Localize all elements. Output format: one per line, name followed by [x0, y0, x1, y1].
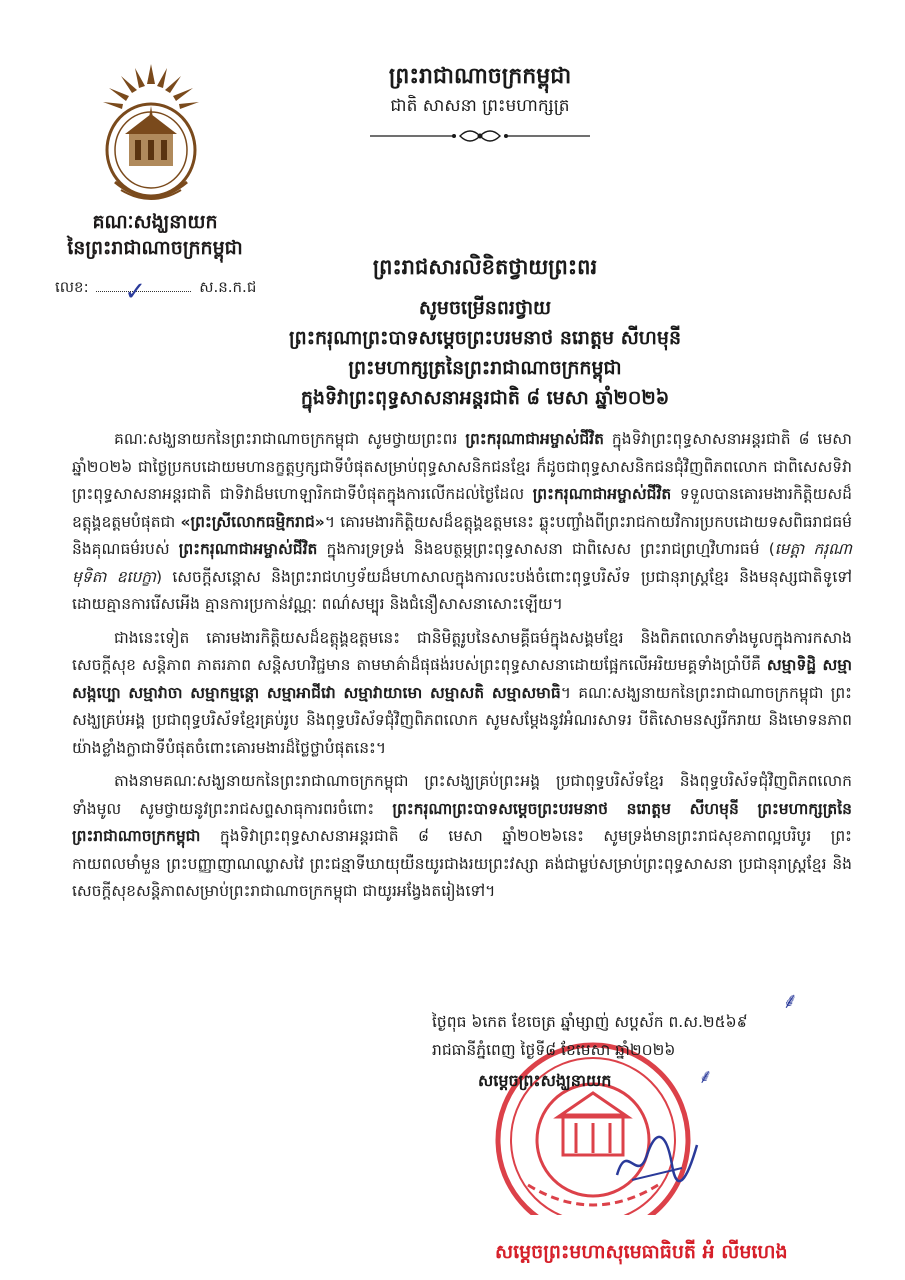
subtitle-line-2: ព្រះករុណាព្រះបាទសម្តេចព្រះបរមនាថ នរោត្តម សីហមុនី [288, 327, 682, 349]
handwritten-mark-icon: ⸙ [698, 1064, 713, 1088]
subtitle-line-4: ក្នុងទិវាព្រះពុទ្ធសាសនាអន្តរជាតិ ៨ មេសា ឆ្នាំ២០២៦ [300, 387, 670, 409]
sangha-emblem [95, 62, 207, 212]
handwritten-mark-icon: ⸙ [782, 989, 799, 1014]
reference-dots [96, 277, 191, 307]
paragraph-3: តាងនាមគណៈសង្ឃនាយកនៃព្រះរាជាណាចក្រកម្ពុជា ព្រះសង្ឃគ្រប់ព្រះអង្គ ប្រជាពុទ្ធបរិស័ទខ្មែរ និងពុទ្ធបរិស័ទជុំវិញពិភពលោកទាំងមូល សូមថ្វាយនូវព្រះរាជសព្ទសាធុការពរចំពោះ ព្រះករុណាព្រះបាទសម្តេចព្រះបរមនាថ នរោត្តម សីហមុនី ព្រះមហាក្សត្រនៃព្រះរាជាណាចក្រកម្ពុជា ក្នុងទិវាព្រះពុទ្ធសាសនាអន្តរជាតិ ៨ មេសា ឆ្នាំ២០២៦នេះ សូមទ្រង់មានព្រះរាជសុខភាពល្អបរិបូរ ព្រះកាយពលមាំមួន ព្រះបញ្ញាញាណឈ្លាសវៃ ព្រះជន្មាទីឃាយុយឺនយូរជាងរយព្រះវស្សា គង់ជាម្លប់សម្រាប់ព្រះពុទ្ធសាសនា ប្រជានុរាស្ត្រខ្មែរ និងសេចក្តីសុខសន្តិភាពសម្រាប់ព្រះរាជាណាចក្រកម្ពុជា ជាយូរអង្វែងតរៀងទៅ។ [72, 772, 852, 900]
handwritten-check-icon: ✓ [124, 277, 147, 307]
handwritten-signature [612, 1130, 702, 1190]
paragraph-1: គណៈសង្ឃនាយកនៃព្រះរាជាណាចក្រកម្ពុជា សូមថ្វាយព្រះពរ ព្រះករុណាជាអម្ចាស់ជីវិត ក្នុងទិវាព្រះពុទ្ធសាសនាអន្តរជាតិ ៨ មេសា ឆ្នាំ២០២៦ ជាថ្ងៃប្រកបដោយមហានក្ខត្តឫក្សជាទីបំផុតសម្រាប់ពុទ្ធសាសនិកជនខ្មែរ ក៏ដូចជាពុទ្ធសាសនិកជនជុំវិញពិភពលោក ជាពិសេសទិវាព្រះពុទ្ធសាសនាអន្តរជាតិ ជាទិវាដ៏មហោឡារិកជាទីបំផុតក្នុងការលើកដល់ថ្ងៃដែល ព្រះករុណាជាអម្ចាស់ជីវិត ទទួលបានគោរមងារកិត្តិយសដ៏ឧត្តុង្គឧត្តមបំផុតជា «ព្រះស្រីលោកធម្មិករាជ»។ គោរមងារកិត្តិយសដ៏ឧត្តុង្គឧត្តមនេះ ឆ្លុះបញ្ចាំងពីព្រះរាជកាយវិការប្រកបដោយទសពិធរាជធម៌ និងគុណធម៌របស់ ព្រះករុណាជាអម្ចាស់ជីវិត ក្នុងការទ្រទ្រង់ និងឧបត្ថម្ភព្រះពុទ្ធសាសនា ជាពិសេស ព្រះរាជព្រហ្មវិហារធម៌ (មេត្តា ករុណា មុទិតា ឧបេក្ខា) សេចក្តីសន្តោស និងព្រះរាជហឫទ័យដ៏មហាសាលក្នុងការលះបង់ចំពោះពុទ្ធបរិស័ទ ប្រជានុរាស្ត្រខ្មែរ និងមនុស្សជាតិទូទៅដោយគ្មានការរើសអើង គ្មានការប្រកាន់វណ្ណៈ ពណ៌សម្បុរ និងជំនឿសាសនាសោះឡើយ។ [72, 430, 853, 613]
lunar-date: ថ្ងៃពុធ ៦កេត ខែចេត្រ ឆ្នាំម្សាញ់ សប្តស័ក ព.ស.២៥៦៩ [432, 1013, 748, 1031]
reference-label: លេខ: [55, 278, 89, 296]
org-name-line1: គណៈសង្ឃនាយក [92, 211, 218, 233]
national-motto: ជាតិ សាសនា ព្រះមហាក្សត្រ [390, 96, 570, 116]
document-title: ព្រះរាជសារលិខិតថ្វាយព្រះពរ [372, 255, 598, 279]
paragraph-2: ជាងនេះទៀត គោរមងារកិត្តិយសដ៏ឧត្តុង្គឧត្តមនេះ ជានិមិត្តរូបនៃសាមគ្គីធម៌ក្នុងសង្គមខ្មែរ និងពិភពលោកទាំងមូលក្នុងការកសាងសេចក្តីសុខ សន្តិភាព ភាតរភាព សន្តិសហវិជ្ជមាន តាមមាគ៌ាដ៏ផុផង់របស់ព្រះពុទ្ធសាសនាដោយផ្អែកលើអរិយមគ្គទាំងប្រាំបីគឺ សម្មាទិដ្ឋិ សម្មាសង្កប្បោ សម្មាវាចា សម្មាកម្មន្តោ សម្មាអាជីវោ សម្មាវាយាមោ សម្មាសតិ សម្មាសមាធិ។ គណៈសង្ឃនាយកនៃព្រះរាជាណាចក្រកម្ពុជា ព្រះសង្ឃគ្រប់អង្គ ប្រជាពុទ្ធបរិស័ទខ្មែរគ្រប់រូប និងពុទ្ធបរិស័ទជុំវិញពិភពលោក សូមសម្តែងនូវអំណរសាទរ បីតិសោមនស្សរីករាយ និងមោទនភាពយ៉ាងខ្លាំងក្លាជាទីបំផុតចំពោះគោរមងារដ៏ថ្លៃថ្លាបំផុតនេះ។ [72, 628, 853, 757]
letter-body [72, 426, 852, 912]
kingdom-heading: ព្រះរាជាណាចក្រកម្ពុជា [388, 64, 572, 89]
ornament-divider [360, 124, 600, 148]
solar-date: រាជធានីភ្នំពេញ ថ្ងៃទី៨ ខែមេសា ឆ្នាំ២០២៦ [432, 1041, 676, 1059]
reference-suffix: ស.ន.ក.ជ [199, 278, 257, 296]
subtitle-line-1: សូមចម្រើនពរថ្វាយ [418, 297, 552, 319]
org-name-line2: នៃព្រះរាជាណាចក្រកម្ពុជា [67, 237, 243, 259]
signatory-title: សម្តេចព្រះសង្ឃនាយក [478, 1071, 612, 1090]
subtitle-line-3: ព្រះមហាក្សត្រនៃព្រះរាជាណាចក្រកម្ពុជា [348, 357, 622, 379]
signer-name: សម្តេចព្រះមហាសុមេធាធិបតី អំ លីមហេង [495, 1241, 788, 1263]
